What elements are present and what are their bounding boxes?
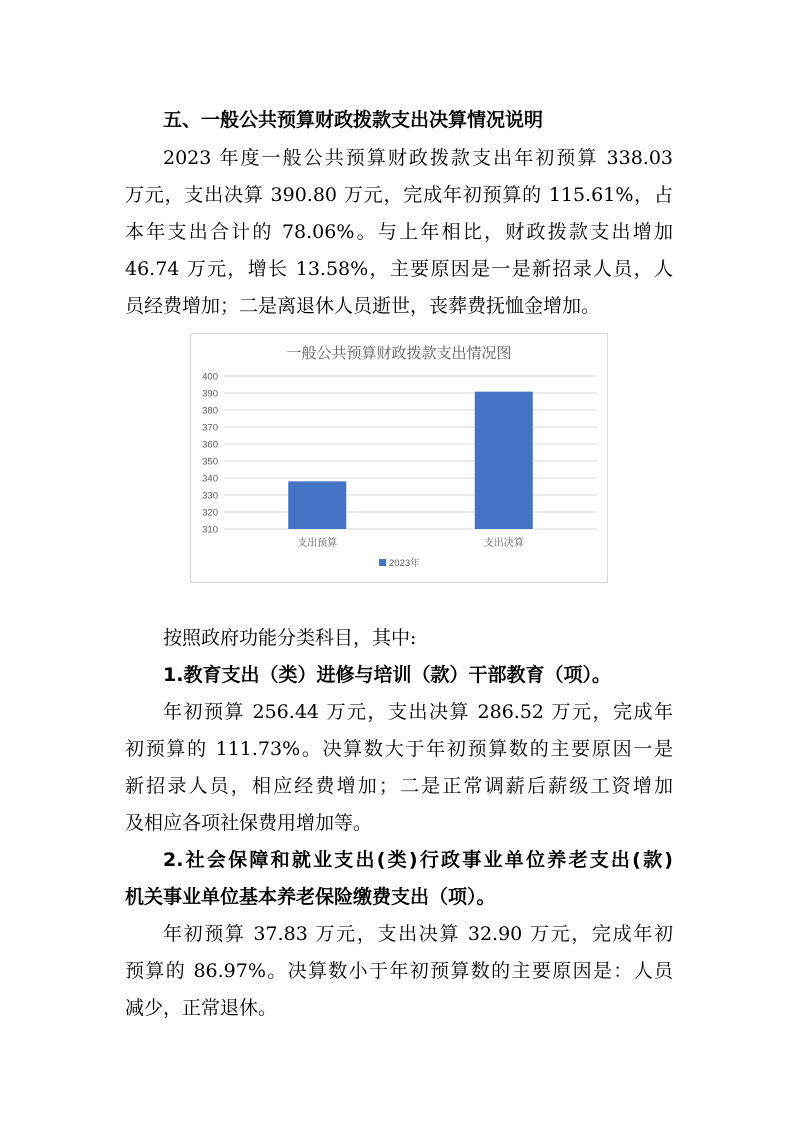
y-tick-label: 370	[202, 422, 218, 434]
item2-title-line: 机关事业单位基本养老保险缴费支出（项）。	[125, 886, 496, 908]
y-tick-label: 330	[202, 490, 218, 502]
classification-intro: 按照政府功能分类科目，其中:	[163, 627, 417, 649]
chart-svg	[191, 334, 607, 582]
classification-intro-block	[125, 620, 673, 657]
chart-title: 一般公共预算财政拨款支出情况图	[286, 345, 512, 362]
item1-line: 年初预算 256.44 万元，支出决算 286.52 万元，完成年	[163, 701, 673, 723]
y-tick-label: 320	[202, 507, 218, 519]
item1-line: 初预算的 111.73%。决算数大于年初预算数的主要原因一是	[125, 738, 673, 760]
legend-label: 2023年	[389, 558, 420, 569]
legend-swatch	[379, 559, 386, 566]
paragraph-line: 员经费增加；二是离退休人员逝世，丧葬费抚恤金增加。	[125, 295, 601, 317]
y-tick-label: 390	[202, 388, 218, 400]
y-tick-label: 350	[202, 456, 218, 468]
paragraph-line: 万元，支出决算 390.80 万元，完成年初预算的 115.61%，占	[125, 184, 673, 206]
y-tick-label: 380	[202, 405, 218, 417]
item1-line: 及相应各项社保费用增加等。	[125, 812, 373, 834]
item2-line: 年初预算 37.83 万元，支出决算 32.90 万元，完成年初	[163, 923, 673, 945]
section-paragraph	[125, 140, 673, 325]
item2-line: 预算的 86.97%。决算数小于年初预算数的主要原因是：人员	[125, 960, 673, 982]
x-tick-label: 支出决算	[483, 538, 524, 549]
y-tick-label: 360	[202, 439, 218, 451]
item1-line: 新招录人员，相应经费增加；二是正常调薪后薪级工资增加	[125, 775, 673, 797]
x-tick-label: 支出预算	[297, 538, 338, 549]
item2-line: 减少，正常退休。	[125, 997, 278, 1019]
paragraph-line: 2023 年度一般公共预算财政拨款支出年初预算 338.03	[163, 147, 673, 169]
y-tick-label: 400	[202, 371, 218, 383]
bar-chart	[190, 333, 608, 583]
y-tick-label: 310	[202, 524, 218, 536]
item1-block	[125, 657, 673, 842]
item2-title-line: 2.社会保障和就业支出(类)行政事业单位养老支出(款)	[163, 849, 673, 871]
bar	[288, 481, 346, 529]
paragraph-line: 46.74 万元，增长 13.58%，主要原因是一是新招录人员，人	[125, 258, 673, 280]
y-tick-label: 340	[202, 473, 218, 485]
item1-title: 1.教育支出（类）进修与培训（款）干部教育（项）。	[163, 664, 611, 686]
section-heading: 五、一般公共预算财政拨款支出决算情况说明	[163, 109, 544, 131]
item2-block	[125, 842, 673, 1027]
paragraph-line: 本年支出合计的 78.06%。与上年相比，财政拨款支出增加	[125, 221, 673, 243]
bar	[475, 392, 533, 529]
